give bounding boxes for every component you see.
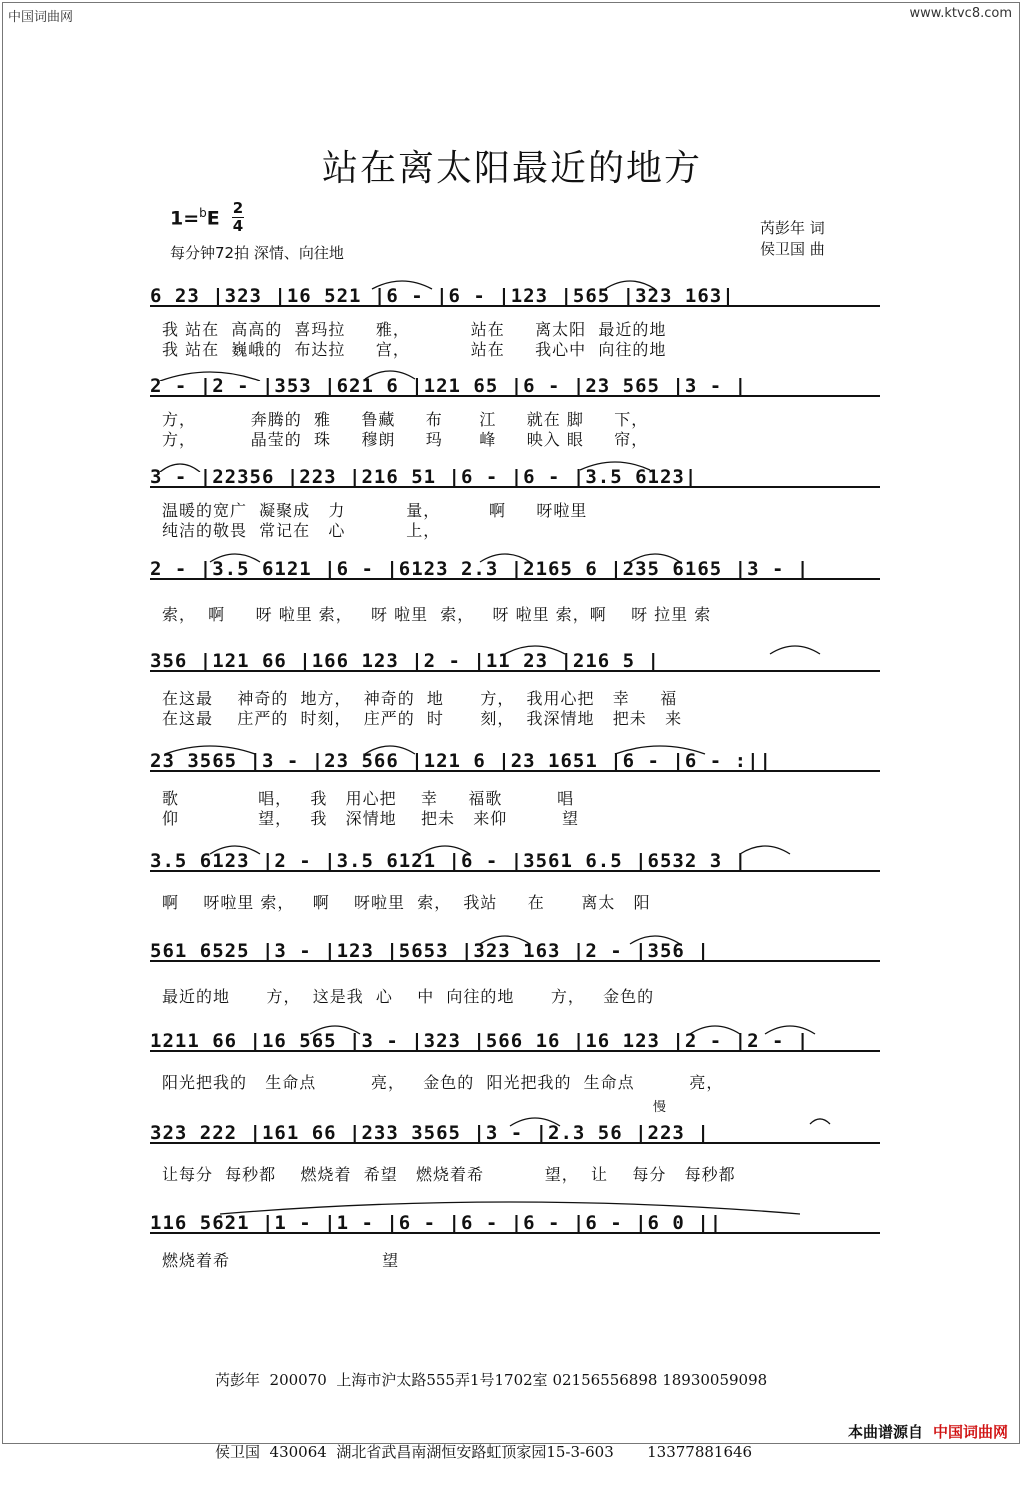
lyric-verse-1: 在这最 神奇的 地方， 神奇的 地 方， 我用心把 幸 福 — [162, 689, 678, 708]
jianpu-notes: 1211 66 |16 565 |3 - |323 |566 16 |16 123 |2 - |2 - | — [150, 1030, 810, 1052]
jianpu-notes: 323 222 |161 66 |233 3565 |3 - |2.3 56 |223 | — [150, 1122, 710, 1144]
lyric-verse-2: 我 站在 巍峨的 布达拉 宫， 站在 我心中 向往的地 — [162, 340, 667, 359]
watermark-left: 中国词曲网 — [8, 10, 74, 25]
lyric-verse-1: 让每分 每秒都 燃烧着 希望 燃烧着希 望， 让 每分 每秒都 — [162, 1165, 736, 1184]
jianpu-notes: 6 23 |323 |16 521 |6 - |6 - |123 |565 |323 163| — [150, 285, 735, 307]
beam-rule — [150, 1050, 880, 1052]
lyric-verse-1: 索， 啊 呀 啦里 索， 呀 啦里 索， 呀 啦里 索，啊 呀 拉里 索 — [162, 605, 712, 624]
composer-contact: 侯卫国 430064 湖北省武昌南湖恒安路虹顶家园15-3-603 13377881646 — [215, 1443, 753, 1461]
beam-rule — [150, 486, 880, 488]
beam-rule — [150, 578, 880, 580]
source-credit — [848, 1421, 1008, 1442]
jianpu-notes: 561 6525 |3 - |123 |5653 |323 163 |2 - |356 | — [150, 940, 710, 962]
lyric-verse-1: 温暖的宽广 凝聚成 力 量， 啊 呀啦里 — [162, 501, 588, 520]
lyric-verse-2: 仰 望， 我 深情地 把未 来仰 望 — [162, 809, 580, 828]
key-prefix: 1= — [170, 207, 200, 230]
jianpu-notes: 23 3565 |3 - |23 566 |121 6 |23 1651 |6 - |6 - :|| — [150, 750, 772, 772]
lyric-verse-2: 纯洁的敬畏 常记在 心 上， — [162, 521, 441, 540]
song-title: 站在离太阳最近的地方 — [321, 148, 702, 189]
beam-rule — [150, 960, 880, 962]
jianpu-notes: 3.5 6123 |2 - |3.5 6121 |6 - |3561 6.5 |6532 3 | — [150, 850, 748, 872]
lyric-verse-1: 燃烧着希 望 — [162, 1251, 400, 1270]
time-signature — [232, 200, 244, 235]
lyricist-credit: 芮彭年 词 — [760, 219, 825, 237]
watermark-right: www.ktvc8.com — [909, 6, 1012, 21]
beam-rule — [150, 770, 880, 772]
key-signature — [170, 206, 220, 229]
contact-footer — [215, 1320, 767, 1488]
beam-rule — [150, 870, 880, 872]
key-note: E — [206, 207, 220, 230]
source-brand[interactable]: 中国词曲网 — [932, 1423, 1008, 1441]
jianpu-notes: 2 - |2 - |353 |621 6 |121 65 |6 - |23 565 |3 - | — [150, 375, 748, 397]
jianpu-notes: 356 |121 66 |166 123 |2 - |11 23 |216 5 | — [150, 650, 660, 672]
lyric-verse-2: 在这最 庄严的 时刻， 庄严的 时 刻， 我深情地 把未 来 — [162, 709, 683, 728]
time-signature-bottom: 4 — [232, 217, 244, 235]
jianpu-notes: 3 - |22356 |223 |216 51 |6 - |6 - |3.5 6123| — [150, 466, 698, 488]
flat-sign: b — [199, 206, 207, 220]
slow-marking: 慢 — [653, 1100, 667, 1115]
beam-rule — [150, 305, 880, 307]
lyric-verse-1: 最近的地 方， 这是我 心 中 向往的地 方， 金色的 — [162, 987, 655, 1006]
lyric-verse-1: 我 站在 高高的 喜玛拉 雅， 站在 离太阳 最近的地 — [162, 320, 667, 339]
beam-rule — [150, 395, 880, 397]
lyric-verse-1: 啊 呀啦里 索， 啊 呀啦里 索， 我站 在 离太 阳 — [162, 893, 651, 912]
time-signature-top: 2 — [232, 199, 244, 217]
lyricist-contact: 芮彭年 200070 上海市沪太路555弄1号1702室 02156556898 18930059098 — [215, 1371, 768, 1389]
credits — [760, 218, 825, 260]
tempo-marking: 每分钟72拍 深情、向往地 — [170, 244, 344, 262]
source-label: 本曲谱源自 — [847, 1423, 923, 1441]
composer-credit: 侯卫国 曲 — [760, 240, 825, 258]
beam-rule — [150, 1142, 880, 1144]
lyric-verse-1: 歌 唱， 我 用心把 幸 福歌 唱 — [162, 789, 575, 808]
lyric-verse-1: 阳光把我的 生命点 亮， 金色的 阳光把我的 生命点 亮， — [162, 1073, 724, 1092]
beam-rule — [150, 670, 880, 672]
jianpu-notes: 2 - |3.5 6121 |6 - |6123 2.3 |2165 6 |235 6165 |3 - | — [150, 558, 810, 580]
beam-rule — [150, 1232, 880, 1234]
lyric-verse-2: 方， 晶莹的 珠 穆朗 玛 峰 映入 眼 帘， — [162, 430, 649, 449]
lyric-verse-1: 方， 奔腾的 雅 鲁藏 布 江 就在 脚 下， — [162, 410, 649, 429]
jianpu-notes: 116 5621 |1 - |1 - |6 - |6 - |6 - |6 - |6 0 || — [150, 1212, 723, 1234]
